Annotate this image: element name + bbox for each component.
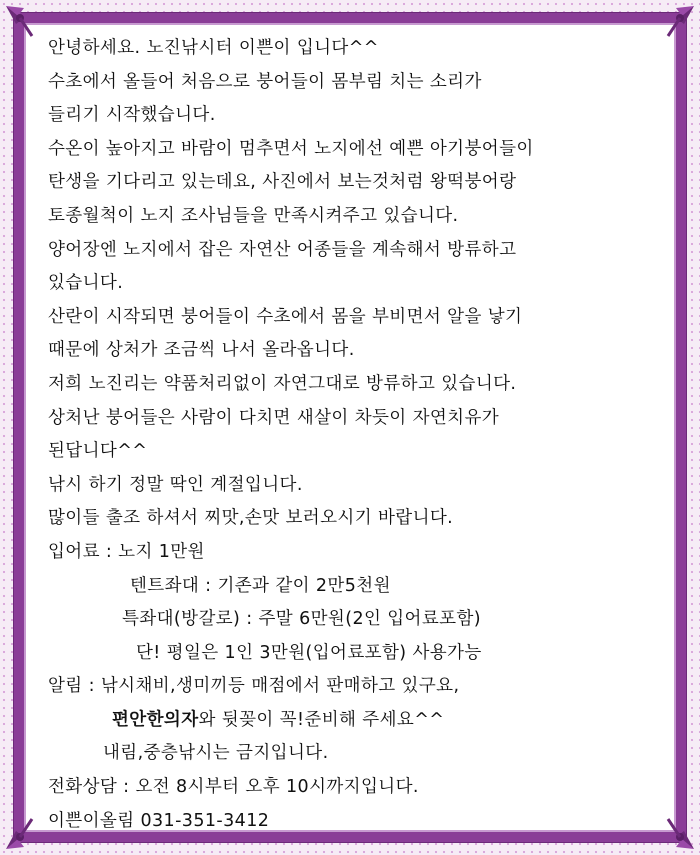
comfortable-chair-text: 편안한의자 [112, 709, 199, 730]
notice-line: 토종월척이 노지 조사님들을 만족시켜주고 있습니다. [48, 205, 459, 226]
chair-notice-rest: 와 뒷꽂이 꼭!준비해 주세요^^ [198, 709, 445, 730]
chair-notice-line [48, 704, 668, 738]
alert-line: 알림 : 낚시채비,생미끼등 매점에서 판매하고 있구요, [48, 676, 460, 697]
notice-line: 수온이 높아지고 바람이 멈추면서 노지에선 예쁜 아기붕어들이 [48, 138, 534, 159]
notice-line: 저희 노진리는 약품처리없이 자연그대로 방류하고 있습니다. [48, 373, 517, 394]
ribbon-bow-icon [2, 2, 46, 46]
weekday-fee-line: 단! 평일은 1인 3만원(입어료포함) 사용가능 [136, 642, 482, 663]
greeting-line: 안녕하세요. 노진낚시터 이쁜이 입니다^^ [48, 38, 379, 58]
notice-line: 된답니다^^ [48, 441, 148, 462]
notice-line: 있습니다. [48, 273, 124, 294]
notice-line: 들리기 시작했습니다. [48, 105, 216, 126]
ribbon-bow-icon [2, 809, 46, 853]
notice-body [48, 32, 668, 838]
entry-fee-line: 입어료 : 노지 1만원 [48, 541, 205, 562]
notice-line: 탄생을 기다리고 있는데요, 사진에서 보는것처럼 왕떡붕어랑 [48, 172, 517, 193]
notice-line: 많이들 출조 하셔서 찌맛,손맛 보러오시기 바랍니다. [48, 508, 454, 529]
notice-line: 상처난 붕어들은 사람이 다치면 새살이 차듯이 자연치유가 [48, 407, 500, 428]
tent-seat-fee-line: 텐트좌대 : 기존과 같이 2만5천원 [130, 575, 391, 596]
notice-line: 양어장엔 노지에서 잡은 자연산 어종들을 계속해서 방류하고 [48, 239, 517, 260]
notice-line: 낚시 하기 정말 딱인 계절입니다. [48, 474, 303, 495]
prohibition-line: 내림,중층낚시는 금지입니다. [103, 743, 329, 764]
signature-line: 이쁜이올림 031-351-3412 [48, 810, 270, 831]
bungalow-fee-line: 특좌대(방갈로) : 주말 6만원(2인 입어료포함) [122, 609, 482, 630]
notice-line: 수초에서 올들어 처음으로 붕어들이 몸부림 치는 소리가 [48, 71, 482, 92]
notice-line: 산란이 시작되면 붕어들이 수초에서 몸을 부비면서 알을 낳기 [48, 306, 523, 327]
phone-hours-line: 전화상담 : 오전 8시부터 오후 10시까지입니다. [48, 777, 419, 798]
notice-line: 때문에 상처가 조금씩 나서 올라옵니다. [48, 340, 355, 361]
